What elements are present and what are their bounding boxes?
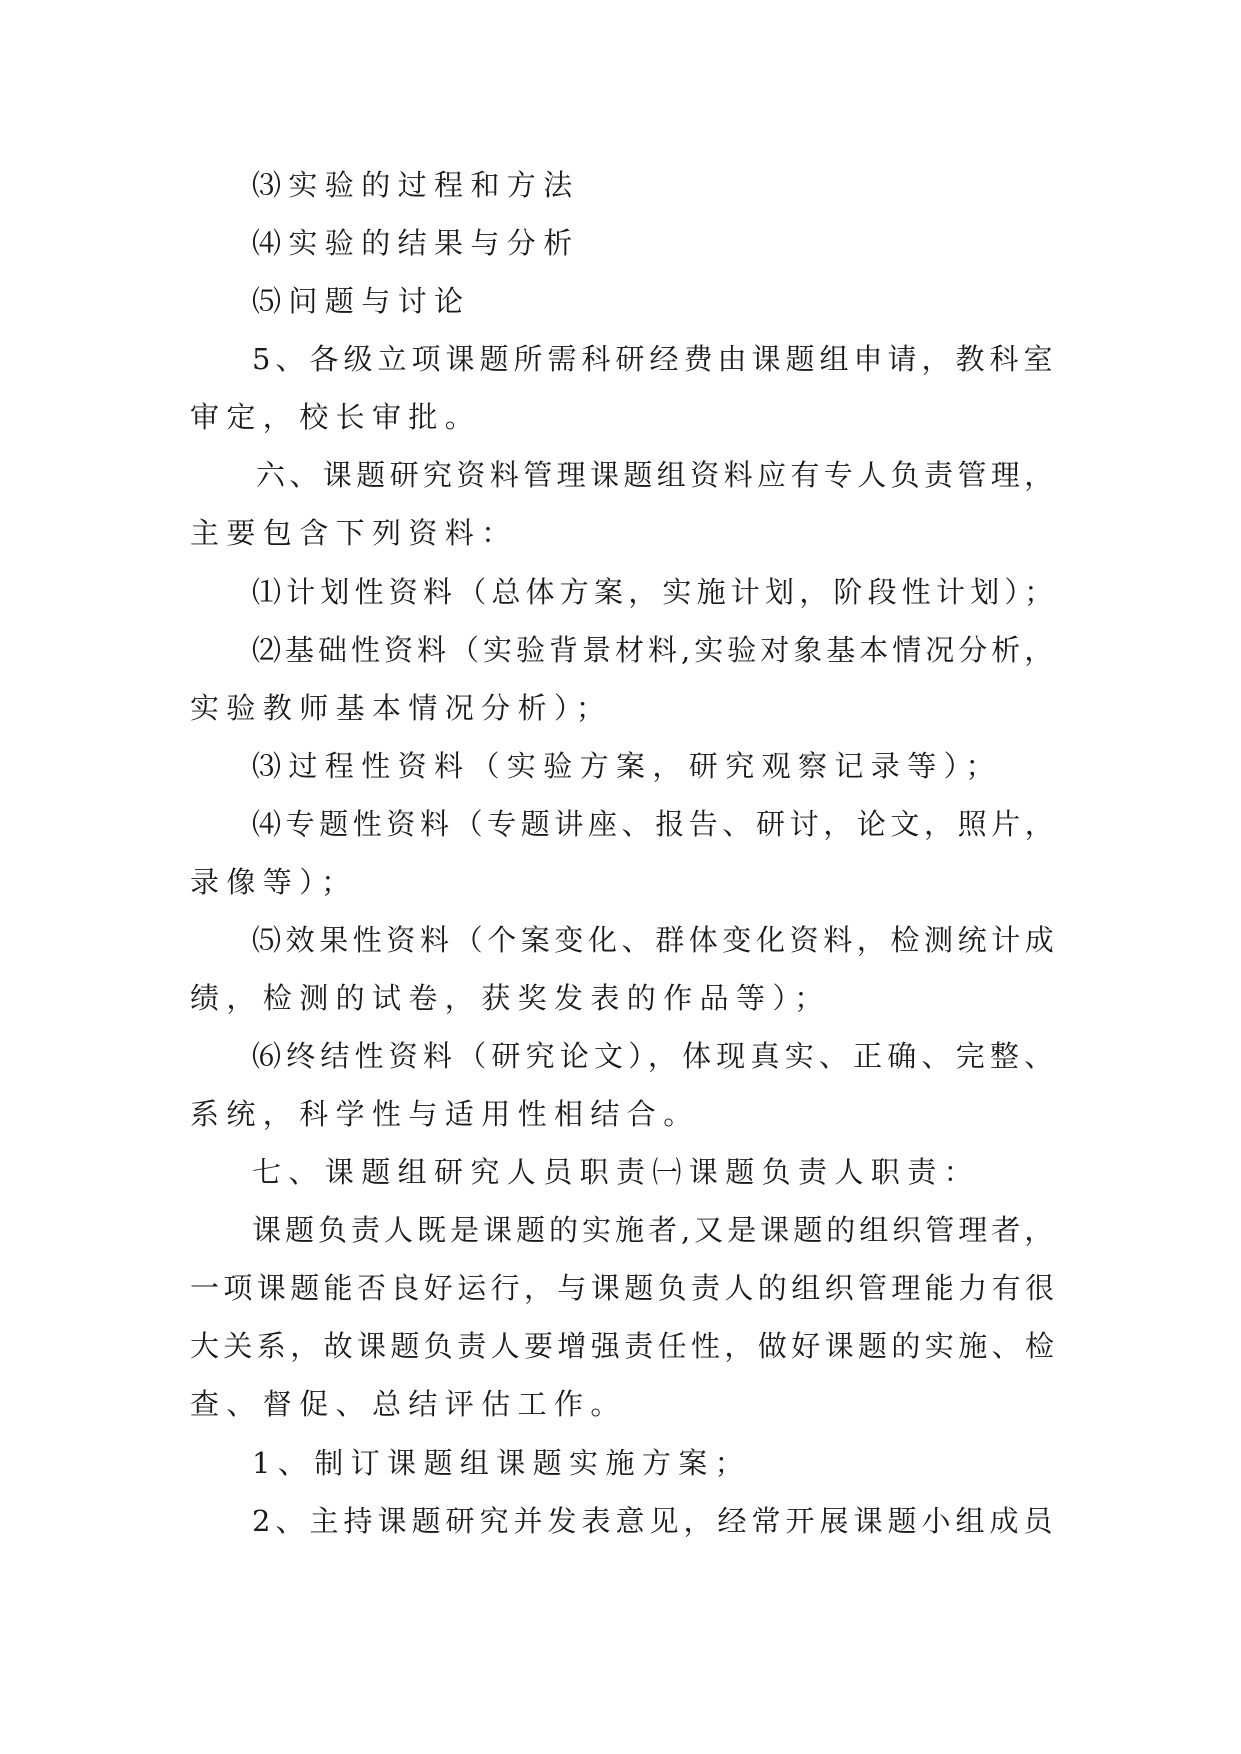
list-item-final-materials: ⑹终结性资料（研究论文），体现真实、正确、完整、 — [252, 1039, 1059, 1073]
text-line-funding: 5、各级立项课题所需科研经费由课题组申请，教科室 — [252, 342, 1058, 376]
list-item-plan-materials: ⑴计划性资料（总体方案，实施计划，阶段性计划）； — [252, 575, 1059, 609]
list-item-basic-materials: ⑵基础性资料（实验背景材料,实验对象基本情况分析， — [252, 633, 1058, 667]
list-item-basic-materials-cont: 实验教师基本情况分析）； — [190, 691, 613, 725]
text-line-leader-desc-1: 课题负责人既是课题的实施者,又是课题的组织管理者， — [252, 1213, 1058, 1247]
section-heading-six: 六、课题研究资料管理课题组资料应有专人负责管理， — [256, 458, 1058, 492]
text-line-materials-intro: 主要包含下列资料： — [190, 516, 518, 550]
list-item-effect-materials: ⑸效果性资料（个案变化、群体变化资料，检测统计成 — [252, 923, 1059, 957]
list-item-duty-1: 1、制订课题组课题实施方案； — [252, 1446, 752, 1480]
text-line-leader-desc-2: 一项课题能否良好运行，与课题负责人的组织管理能力有很 — [190, 1271, 1059, 1305]
list-item-topic-materials-cont: 录像等）； — [190, 865, 358, 899]
list-item-effect-materials-cont: 绩，检测的试卷，获奖发表的作品等）； — [190, 981, 831, 1015]
text-line-exp-process: ⑶实验的过程和方法 — [252, 168, 580, 202]
list-item-process-materials: ⑶过程性资料（实验方案，研究观察记录等）； — [252, 749, 1002, 783]
text-line-leader-desc-3: 大关系，故课题负责人要增强责任性，做好课题的实施、检 — [190, 1329, 1059, 1363]
text-line-exp-results: ⑷实验的结果与分析 — [252, 226, 580, 260]
list-item-topic-materials: ⑷专题性资料（专题讲座、报告、研讨，论文，照片， — [252, 807, 1059, 841]
text-line-leader-desc-4: 查、督促、总结评估工作。 — [190, 1387, 627, 1421]
list-item-duty-2: 2、主持课题研究并发表意见，经常开展课题小组成员 — [252, 1504, 1058, 1538]
text-line-issues: ⑸问题与讨论 — [252, 284, 471, 318]
text-line-funding-cont: 审定，校长审批。 — [190, 400, 482, 434]
list-item-final-materials-cont: 系统，科学性与适用性相结合。 — [190, 1097, 700, 1131]
section-heading-seven: 七、课题组研究人员职责㈠课题负责人职责： — [252, 1155, 981, 1189]
